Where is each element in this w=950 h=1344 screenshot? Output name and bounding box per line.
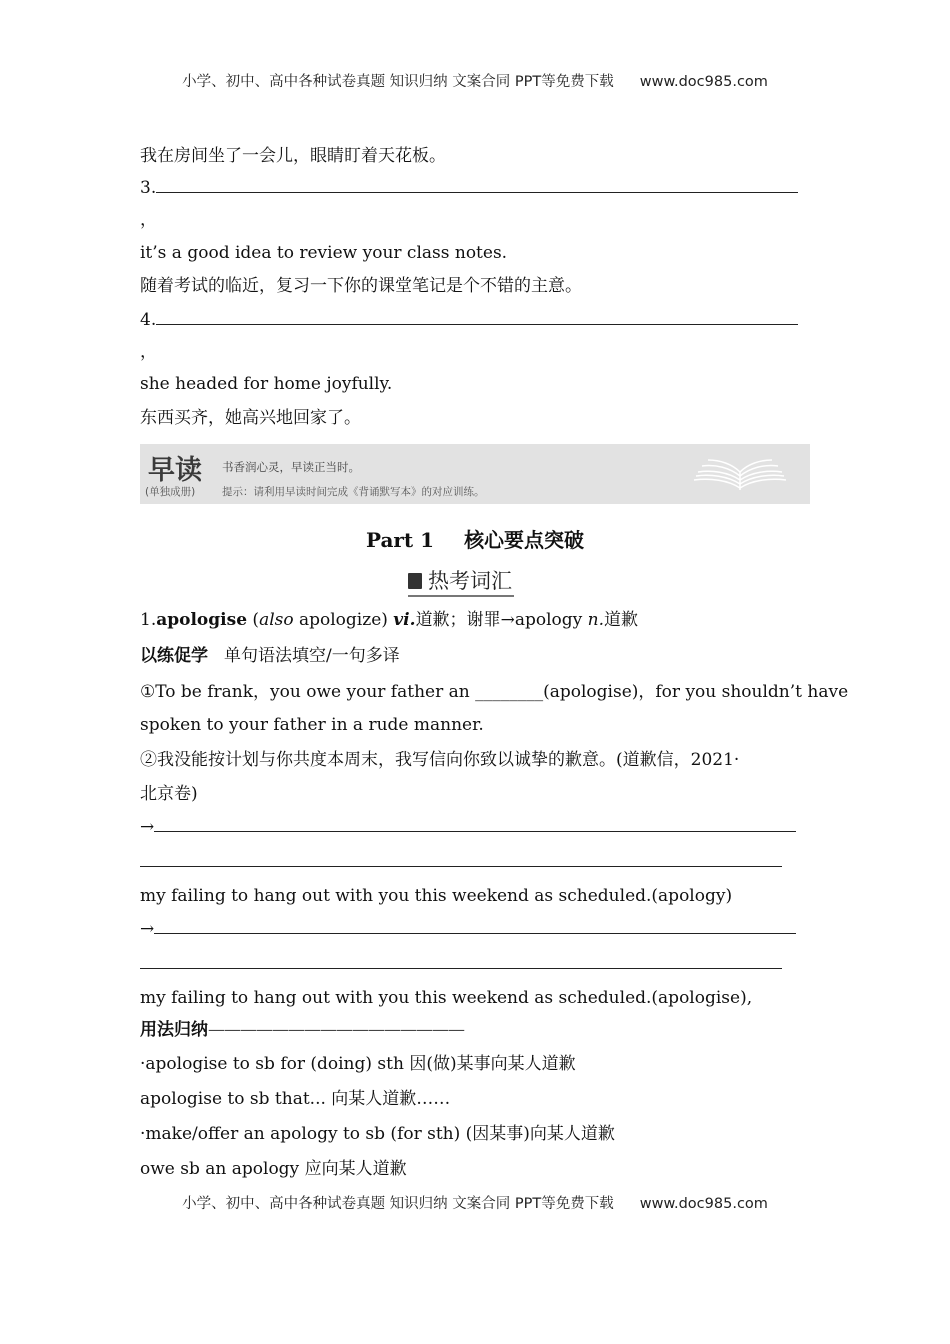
banner-title: 早读: [148, 455, 202, 486]
item4-comma: ，: [140, 342, 157, 362]
item4-chinese: 东西买齐，她高兴地回家了。: [140, 408, 361, 428]
header-text: 小学、初中、高中各种试卷真题 知识归纳 文案合同 PPT等免费下载: [182, 74, 614, 90]
entry1-arrow: →: [500, 610, 515, 630]
part-title: [0, 524, 950, 553]
usage-line-3: ·make/offer an apology to sb (for sth) (因某事)向某人道歉: [140, 1124, 615, 1144]
footer-url[interactable]: www.doc985.com: [639, 1196, 768, 1212]
entry1-pos: vi.: [393, 610, 416, 630]
section-heading: 热考词汇: [428, 569, 512, 593]
q2-answer1-row2: [140, 851, 782, 873]
item4-english: she headed for home joyfully.: [140, 374, 393, 394]
q2-line1: ②我没能按计划与你共度本周末，我写信向你致以诚挚的歉意。(道歉信，2021·: [140, 750, 740, 770]
q1-line2: spoken to your father in a rude manner.: [140, 715, 484, 735]
banner-slogan: 书香润心灵，早读正当时。: [222, 460, 360, 474]
practice-desc: 单句语法填空/一句多译: [224, 646, 400, 666]
prev-translation: 我在房间坐了一会儿，眼睛盯着天花板。: [140, 146, 446, 166]
entry1-headword: [140, 609, 638, 631]
item3-answer-blank[interactable]: [156, 178, 798, 193]
entry1-derived-pos: n.: [587, 610, 604, 630]
q2-arrow-1: →: [140, 817, 155, 837]
section-marker-icon: [408, 573, 422, 589]
usage-label: 用法归纳: [140, 1020, 208, 1040]
banner-tip: 提示：请利用早读时间完成《背诵默写本》的对应训练。: [222, 486, 485, 498]
q2-answer2-row: [140, 918, 796, 940]
entry1-paren: (: [247, 610, 260, 630]
item3-number: 3.: [140, 178, 157, 198]
practice-row: [140, 645, 400, 667]
part-label: Part 1: [365, 528, 435, 552]
q2-answer1-blank-b[interactable]: [140, 852, 782, 867]
page-header: [0, 70, 950, 91]
usage-line-1: ·apologise to sb for (doing) sth 因(做)某事向某人道歉: [140, 1054, 576, 1074]
usage-heading: [140, 1019, 464, 1041]
q2-answer2-blank-a[interactable]: [154, 919, 796, 934]
entry1-derived: apology: [514, 610, 588, 630]
banner-subtitle: (单独成册): [145, 486, 196, 498]
item4-blank-row: [140, 309, 798, 331]
q1-line1: ①To be frank，you owe your father an ________(apologise)，for you shouldn’t have: [140, 682, 849, 702]
usage-dashes: ————————————————: [208, 1020, 464, 1040]
item3-chinese: 随着考试的临近，复习一下你的课堂笔记是个不错的主意。: [140, 276, 582, 296]
q2-tail1: my failing to hang out with you this weekend as scheduled.(apology): [140, 886, 733, 906]
header-url[interactable]: www.doc985.com: [639, 74, 768, 90]
page-footer: [0, 1192, 950, 1213]
item4-number: 4.: [140, 310, 157, 330]
morning-reading-banner: [140, 444, 810, 504]
q2-line2: 北京卷): [140, 784, 198, 804]
usage-line-4: owe sb an apology 应向某人道歉: [140, 1159, 407, 1179]
entry1-derived-meaning: 道歉: [604, 610, 638, 630]
part-heading: 核心要点突破: [464, 528, 585, 552]
footer-text: 小学、初中、高中各种试卷真题 知识归纳 文案合同 PPT等免费下载: [182, 1196, 614, 1212]
entry1-alt-word: apologize): [293, 610, 394, 630]
item4-answer-blank[interactable]: [156, 310, 798, 325]
item3-comma: ，: [140, 210, 157, 230]
entry1-word: apologise: [156, 610, 248, 630]
q2-answer2-row2: [140, 953, 782, 975]
open-book-icon: [690, 454, 790, 494]
q2-answer2-blank-b[interactable]: [140, 954, 782, 969]
practice-label: 以练促学: [140, 646, 208, 666]
usage-line-2: apologise to sb that... 向某人道歉……: [140, 1089, 451, 1109]
section-title: [408, 568, 514, 597]
entry1-number: 1.: [140, 610, 157, 630]
item3-blank-row: [140, 177, 798, 199]
q2-tail2: my failing to hang out with you this weekend as scheduled.(apologise),: [140, 988, 753, 1008]
entry1-meaning: 道歉；谢罪: [415, 610, 501, 630]
item3-english: it’s a good idea to review your class notes.: [140, 243, 508, 263]
q2-answer1-blank-a[interactable]: [154, 817, 796, 832]
q2-answer1-row: [140, 816, 796, 838]
entry1-also: also: [259, 610, 294, 630]
q2-arrow-2: →: [140, 919, 155, 939]
